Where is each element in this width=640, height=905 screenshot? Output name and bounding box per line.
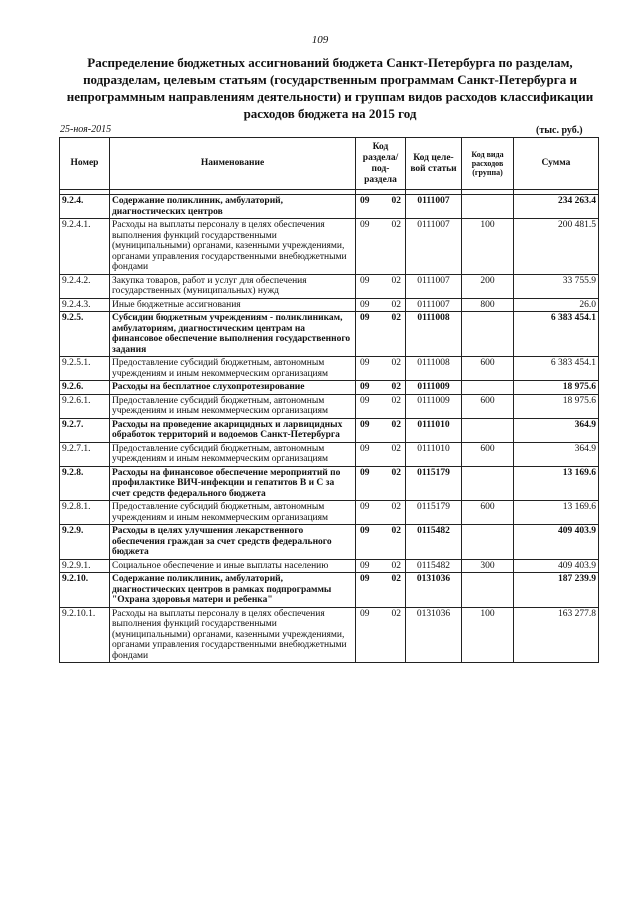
- row-amount: 409 403.9: [514, 559, 599, 573]
- row-name: Расходы на финансовое обеспечение мероприятий по профилактике ВИЧ-инфекции и гепатитов В и С за счет средств федерального бюджета: [110, 466, 356, 501]
- row-name: Содержание поликлиник, амбулаторий, диагностических центров: [110, 195, 356, 219]
- row-section: 09: [360, 313, 370, 323]
- table-row: [60, 418, 599, 442]
- row-number: 9.2.5.: [60, 312, 110, 357]
- table-row: [60, 298, 599, 312]
- row-section: 09: [360, 574, 370, 584]
- row-expense-type: 200: [462, 274, 514, 298]
- row-expense-type: 600: [462, 442, 514, 466]
- row-target-code: 0115179: [406, 466, 462, 501]
- row-section: 09: [360, 419, 370, 430]
- row-subsection: 02: [391, 502, 401, 512]
- row-subsection: 02: [391, 608, 401, 619]
- row-section: 09: [360, 443, 370, 454]
- row-number: 9.2.4.1.: [60, 219, 110, 275]
- table-row: [60, 466, 599, 501]
- row-expense-type: 600: [462, 501, 514, 525]
- row-target-code: 0115482: [406, 559, 462, 573]
- row-section: 09: [360, 358, 370, 368]
- row-amount: 6 383 454.1: [514, 312, 599, 357]
- table-row: [60, 381, 599, 395]
- table-row: [60, 559, 599, 573]
- row-subsection: 02: [391, 299, 401, 310]
- row-target-code: 0111007: [406, 274, 462, 298]
- row-name: Расходы на бесплатное слухопротезирование: [110, 381, 356, 395]
- row-subsection: 02: [391, 419, 401, 430]
- header-section: Код раздела/ под-раздела: [356, 138, 406, 190]
- row-section: 09: [360, 275, 370, 286]
- header-number: Номер: [60, 138, 110, 190]
- row-name: Предоставление субсидий бюджетным, автономным учреждениям и иным некоммерческим организациям: [110, 501, 356, 525]
- header-expense-type: Код вида расходов (группа): [462, 138, 514, 190]
- row-amount: 409 403.9: [514, 525, 599, 560]
- row-amount: 13 169.6: [514, 501, 599, 525]
- row-number: 9.2.4.2.: [60, 274, 110, 298]
- row-target-code: 0111008: [406, 357, 462, 381]
- row-target-code: 0111007: [406, 219, 462, 275]
- row-amount: 18 975.6: [514, 381, 599, 395]
- row-subsection: 02: [391, 313, 401, 323]
- row-name: Расходы в целях улучшения лекарственного обеспечения граждан за счет средств федерального бюджета: [110, 525, 356, 560]
- row-subsection: 02: [391, 467, 401, 478]
- row-target-code: 0111009: [406, 394, 462, 418]
- row-section: 09: [360, 299, 370, 310]
- row-expense-type: [462, 381, 514, 395]
- row-expense-type: [462, 525, 514, 560]
- row-subsection: 02: [391, 574, 401, 584]
- row-subsection: 02: [391, 560, 401, 571]
- row-number: 9.2.5.1.: [60, 357, 110, 381]
- row-number: 9.2.10.: [60, 573, 110, 608]
- row-subsection: 02: [391, 526, 401, 536]
- table-row: [60, 607, 599, 663]
- row-target-code: 0111010: [406, 418, 462, 442]
- row-expense-type: 800: [462, 298, 514, 312]
- row-target-code: 0131036: [406, 573, 462, 608]
- row-subsection: 02: [391, 275, 401, 286]
- row-number: 9.2.8.1.: [60, 501, 110, 525]
- row-expense-type: 100: [462, 219, 514, 275]
- row-expense-type: [462, 466, 514, 501]
- row-amount: 163 277.8: [514, 607, 599, 663]
- row-target-code: 0115482: [406, 525, 462, 560]
- row-target-code: 0111008: [406, 312, 462, 357]
- row-number: 9.2.6.: [60, 381, 110, 395]
- row-target-code: 0111007: [406, 298, 462, 312]
- row-expense-type: [462, 418, 514, 442]
- row-name: Расходы на проведение акарицидных и ларвицидных обработок территорий и водоемов Санкт-Петербурга: [110, 418, 356, 442]
- document-date: 25-ноя-2015: [60, 124, 112, 135]
- row-name: Расходы на выплаты персоналу в целях обеспечения выполнения функций государственными (муниципальными) органами, казенными учреждениями, органами управления государственными внебюджетными фондами: [110, 219, 356, 275]
- row-expense-type: 600: [462, 357, 514, 381]
- row-name: Субсидии бюджетным учреждениям - поликлиникам, амбулаториям, диагностическим центрам на финансовое обеспечение выполнения государственного задания: [110, 312, 356, 357]
- row-number: 9.2.8.: [60, 466, 110, 501]
- row-name: Социальное обеспечение и иные выплаты населению: [110, 559, 356, 573]
- table-row: [60, 195, 599, 219]
- row-name: Предоставление субсидий бюджетным, автономным учреждениям и иным некоммерческим организациям: [110, 357, 356, 381]
- row-number: 9.2.4.3.: [60, 298, 110, 312]
- row-amount: 234 263.4: [514, 195, 599, 219]
- row-section: 09: [360, 526, 370, 536]
- row-expense-type: [462, 195, 514, 219]
- row-section: 09: [360, 395, 370, 406]
- header-target: Код целе-вой статьи: [406, 138, 462, 190]
- row-name: Содержание поликлиник, амбулаторий, диагностических центров в рамках подпрограммы "Охрана здоровья матери и ребенка": [110, 573, 356, 608]
- row-section: 09: [360, 502, 370, 512]
- row-amount: 187 239.9: [514, 573, 599, 608]
- row-section: 09: [360, 196, 370, 206]
- row-amount: 6 383 454.1: [514, 357, 599, 381]
- table-row: [60, 573, 599, 608]
- page-number: 109: [311, 34, 329, 46]
- row-expense-type: [462, 312, 514, 357]
- table-row: [60, 442, 599, 466]
- row-subsection: 02: [391, 395, 401, 406]
- document-title: Распределение бюджетных ассигнований бюджета Санкт-Петербурга по разделам, подразделам, целевым статьям (государственным программам Санкт-Петербурга и непрограммным направлениям деятельности) и группам видов расходов классификации расходов бюджета на 2015 год: [66, 55, 594, 121]
- row-section: 09: [360, 467, 370, 478]
- row-name: Расходы на выплаты персоналу в целях обеспечения выполнения функций государственными (муниципальными) органами, казенными учреждениями, органами управления государственными внебюджетными фондами: [110, 607, 356, 663]
- row-section: 09: [360, 382, 370, 392]
- row-amount: 26.0: [514, 298, 599, 312]
- row-expense-type: 100: [462, 607, 514, 663]
- row-number: 9.2.9.1.: [60, 559, 110, 573]
- header-amount: Сумма: [514, 138, 599, 190]
- row-amount: 33 755.9: [514, 274, 599, 298]
- row-number: 9.2.9.: [60, 525, 110, 560]
- table-row: [60, 357, 599, 381]
- row-target-code: 0111009: [406, 381, 462, 395]
- row-amount: 364.9: [514, 442, 599, 466]
- row-amount: 364.9: [514, 418, 599, 442]
- units-label: (тыс. руб.): [536, 125, 583, 136]
- row-subsection: 02: [391, 443, 401, 454]
- row-subsection: 02: [391, 220, 401, 230]
- row-expense-type: 300: [462, 559, 514, 573]
- row-subsection: 02: [391, 196, 401, 206]
- table-row: [60, 525, 599, 560]
- table-row: [60, 501, 599, 525]
- table-row: [60, 394, 599, 418]
- row-section: 09: [360, 560, 370, 571]
- row-target-code: 0115179: [406, 501, 462, 525]
- budget-table: [59, 137, 599, 663]
- row-expense-type: [462, 573, 514, 608]
- row-name: Предоставление субсидий бюджетным, автономным учреждениям и иным некоммерческим организациям: [110, 394, 356, 418]
- table-row: [60, 312, 599, 357]
- table-row: [60, 219, 599, 275]
- table-row: [60, 274, 599, 298]
- row-target-code: 0111010: [406, 442, 462, 466]
- row-target-code: 0131036: [406, 607, 462, 663]
- row-amount: 13 169.6: [514, 466, 599, 501]
- row-number: 9.2.7.1.: [60, 442, 110, 466]
- row-target-code: 0111007: [406, 195, 462, 219]
- header-name: Наименование: [110, 138, 356, 190]
- row-expense-type: 600: [462, 394, 514, 418]
- row-name: Предоставление субсидий бюджетным, автономным учреждениям и иным некоммерческим организациям: [110, 442, 356, 466]
- row-amount: 18 975.6: [514, 394, 599, 418]
- row-number: 9.2.10.1.: [60, 607, 110, 663]
- row-subsection: 02: [391, 382, 401, 392]
- row-section: 09: [360, 608, 370, 619]
- row-subsection: 02: [391, 358, 401, 368]
- row-amount: 200 481.5: [514, 219, 599, 275]
- row-number: 9.2.6.1.: [60, 394, 110, 418]
- row-name: Иные бюджетные ассигнования: [110, 298, 356, 312]
- row-number: 9.2.4.: [60, 195, 110, 219]
- row-name: Закупка товаров, работ и услуг для обеспечения государственных (муниципальных) нужд: [110, 274, 356, 298]
- row-section: 09: [360, 220, 370, 230]
- row-number: 9.2.7.: [60, 418, 110, 442]
